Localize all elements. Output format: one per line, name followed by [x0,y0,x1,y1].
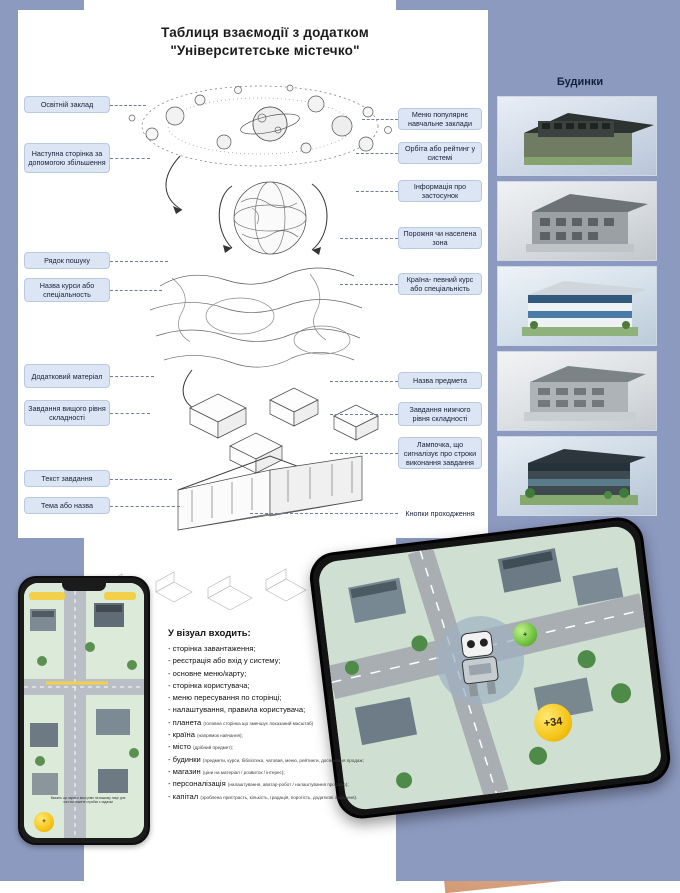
list-item [168,704,393,716]
list-item-text: - основне меню/карту; [168,668,247,678]
callout-orbit-rating[interactable] [398,142,482,164]
callout-subject-name[interactable] [398,372,482,389]
list-item-text: - магазин [168,766,201,776]
building-photo-5 [497,436,657,516]
callout-label: Завдання вищого рівня складності [28,404,106,422]
callout-topic-or-name[interactable] [24,497,110,514]
list-item [168,692,393,704]
leader-line [250,513,398,514]
list-item [168,729,393,741]
callout-label: Освітній заклад [40,100,94,109]
callout-easy-task[interactable] [398,402,482,426]
list-item-text: - країна [168,730,195,740]
list-item [168,754,393,766]
leader-line [110,506,180,507]
visual-contents-list [168,628,393,803]
callout-label: Текст завдання [41,474,93,483]
list-item-note: (дрібний предмет); [193,745,234,751]
callout-course-name[interactable] [24,278,110,302]
leader-line [330,453,398,454]
building-photo-2 [497,181,657,261]
list-item-note: (напрямок навчання); [197,733,243,739]
leader-line [330,414,398,415]
coin-badge-small[interactable]: + [512,621,539,648]
callout-label: Додатковий матеріал [31,371,103,381]
buildings-title: Будинки [556,76,604,88]
callout-extra-material[interactable] [24,364,110,388]
list-item [168,668,393,680]
list-item-note: (головна сторінка що зменшує показаний масштаб) [203,720,314,726]
list-item-text: - реєстрація або вхід у систему; [168,656,281,666]
callout-progress-buttons[interactable] [398,502,482,524]
callout-label: Назва предмета [413,376,467,385]
callout-search-row[interactable] [24,252,110,269]
list-item-note: (налаштування, аватар-робот / налаштування профілю); [227,782,349,788]
list-item-text: - налаштування, правила користувача; [168,705,306,715]
callout-app-info[interactable] [398,180,482,202]
list-item-text: - місто [168,742,191,752]
leader-line [340,284,398,285]
coin-badge[interactable]: + [34,812,54,832]
leader-line [110,261,168,262]
page-title-line1: Таблиця взаємодії з додатком [161,25,369,40]
list-item-text: - персоналізація [168,779,226,789]
list-item-text: - планета [168,717,202,727]
leader-line [340,238,398,239]
list-item [168,717,393,729]
callout-label: Меню популярнє навчальне заклади [407,110,473,128]
list-item-text: - будинки [168,754,201,764]
list-item [168,778,393,790]
list-item [168,766,393,778]
building-photo-4 [497,351,657,431]
callout-deadline-lamp[interactable] [398,437,482,469]
callout-label: Порожня чи населена зона [403,229,477,247]
building-photo-3 [497,266,657,346]
leader-line [110,158,150,159]
visual-list-title: У візуал входить: [168,628,251,639]
leader-line [110,479,172,480]
callout-educational-institution[interactable] [24,96,110,113]
list-item-text: - меню пересування по сторінці; [168,693,282,703]
list-item-text: - сторінка користувача; [168,680,250,690]
phone-mockup-left[interactable] [18,576,150,845]
leader-line [110,413,150,414]
page-title [120,24,410,60]
list-item [168,643,393,655]
callout-label: Інформація про застосунок [413,182,467,200]
coin-badge-plus34[interactable]: +34 [532,702,574,744]
callout-country-course[interactable] [398,273,482,295]
phone-left-caption: Вкажіть що зараз є ваші рівні на вашому лице для чого ви можете стрибки з задачки [50,795,126,804]
list-item [168,741,393,753]
phone-left-screen[interactable] [24,583,144,838]
callout-label: Кнопки проходження [405,508,475,518]
list-item-note: (предмети, курси, бібліотека, чатовая, меню, рейтинги, досягнення продаж; [202,757,364,763]
callout-popular-institutions-menu[interactable] [398,108,482,130]
callout-label: Орбіта або рейтинг у системі [404,144,476,162]
leader-line [110,376,154,377]
list-item-note: (зроблена пристрасть, кількість, градація, порогість, додаткові завдання). [200,794,358,800]
leader-line [330,381,398,382]
list-item [168,655,393,667]
callout-label: Тема або назва [41,501,93,510]
callout-label: Лампочка, що сигналізує про строки виконання завдання [403,439,477,467]
callout-task-text[interactable] [24,470,110,487]
callout-label: Назва курси або спеціальность [39,281,95,299]
callout-label: Завдання нижчого рівня складності [409,405,471,423]
leader-line [356,191,398,192]
list-item-text: - сторінка завантаження; [168,644,256,653]
page-title-line2: "Університетське містечко" [170,43,360,59]
leader-line [356,153,398,154]
list-item-text: - капітал [168,791,199,801]
list-item-note: (ціни на матеріал / розвиток / інтерес); [202,769,285,775]
leader-line [110,105,146,106]
callout-label: Країна- певний курс або спеціальність [406,275,474,293]
callout-label: Наступна сторінка за допомогою збільшення [28,149,106,167]
list-item [168,680,393,692]
leader-line [110,290,162,291]
callout-empty-populated-zone[interactable] [398,227,482,249]
leader-line [362,119,398,120]
building-photo-1 [497,96,657,176]
callout-label: Рядок пошуку [44,256,90,265]
list-item [168,791,393,803]
concept-sketch [120,78,400,533]
phone-notch [62,583,106,591]
callout-hard-task[interactable] [24,400,110,426]
callout-next-page-zoom[interactable] [24,143,110,173]
